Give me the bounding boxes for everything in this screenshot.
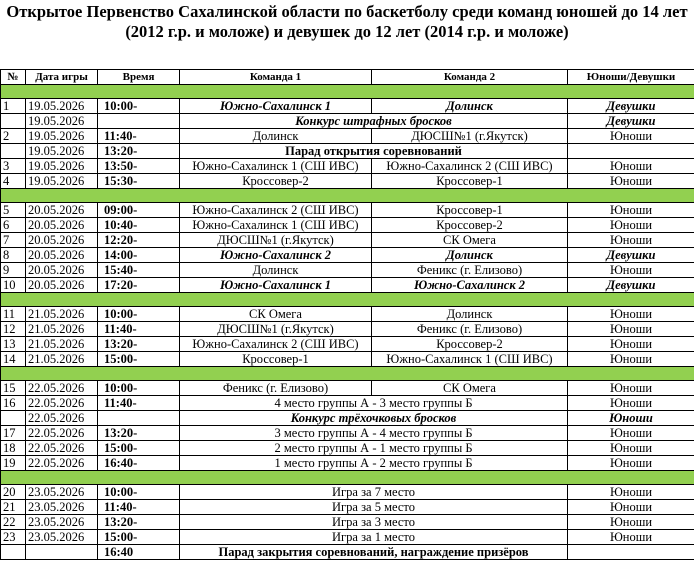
cell-group: Юноши xyxy=(568,337,694,352)
cell-date: 19.05.2026 xyxy=(26,159,98,174)
day-separator xyxy=(1,471,694,485)
cell-num: 9 xyxy=(1,263,26,278)
cell-group: Юноши xyxy=(568,441,694,456)
table-row xyxy=(1,441,694,456)
cell-num xyxy=(1,144,26,159)
cell-date: 20.05.2026 xyxy=(26,218,98,233)
cell-time: 10:40- xyxy=(98,218,180,233)
cell-time: 10:00- xyxy=(98,485,180,500)
cell-event: 1 место группы А - 2 место группы Б xyxy=(180,456,568,471)
cell-group: Девушки xyxy=(568,248,694,263)
cell-time xyxy=(98,114,180,129)
cell-num: 6 xyxy=(1,218,26,233)
cell-event: Парад открытия соревнований xyxy=(180,144,568,159)
table-row xyxy=(1,500,694,515)
cell-num: 14 xyxy=(1,352,26,367)
cell-time: 15:00- xyxy=(98,352,180,367)
cell-event: 4 место группы А - 3 место группы Б xyxy=(180,396,568,411)
cell-group: Юноши xyxy=(568,218,694,233)
separator-cell xyxy=(1,85,694,99)
cell-event: Игра за 7 место xyxy=(180,485,568,500)
table-row xyxy=(1,307,694,322)
cell-group: Юноши xyxy=(568,159,694,174)
cell-team1: Долинск xyxy=(180,129,372,144)
cell-time: 10:00- xyxy=(98,307,180,322)
schedule-body xyxy=(1,85,694,560)
cell-group: Юноши xyxy=(568,203,694,218)
cell-date: 19.05.2026 xyxy=(26,99,98,114)
cell-date: 21.05.2026 xyxy=(26,337,98,352)
cell-group: Юноши xyxy=(568,515,694,530)
table-row xyxy=(1,381,694,396)
cell-date: 20.05.2026 xyxy=(26,233,98,248)
schedule-table xyxy=(0,69,694,560)
cell-date: 19.05.2026 xyxy=(26,129,98,144)
cell-team2: Кроссовер-2 xyxy=(372,218,568,233)
cell-date: 19.05.2026 xyxy=(26,144,98,159)
cell-event: Игра за 3 место xyxy=(180,515,568,530)
table-row xyxy=(1,411,694,426)
cell-team2: Кроссовер-1 xyxy=(372,203,568,218)
cell-team1: Южно-Сахалинск 1 xyxy=(180,99,372,114)
cell-team1: Южно-Сахалинск 2 (СШ ИВС) xyxy=(180,203,372,218)
table-row xyxy=(1,322,694,337)
cell-time: 11:40- xyxy=(98,500,180,515)
cell-date: 22.05.2026 xyxy=(26,426,98,441)
cell-date: 23.05.2026 xyxy=(26,515,98,530)
cell-time: 11:40- xyxy=(98,396,180,411)
separator-cell xyxy=(1,293,694,307)
cell-group: Юноши xyxy=(568,381,694,396)
separator-cell xyxy=(1,367,694,381)
cell-time: 13:20- xyxy=(98,144,180,159)
table-row xyxy=(1,114,694,129)
cell-date: 22.05.2026 xyxy=(26,396,98,411)
cell-time: 16:40- xyxy=(98,456,180,471)
cell-team2: Кроссовер-1 xyxy=(372,174,568,189)
cell-team2: Южно-Сахалинск 2 xyxy=(372,278,568,293)
separator-cell xyxy=(1,471,694,485)
cell-group: Юноши xyxy=(568,396,694,411)
cell-time: 13:20- xyxy=(98,337,180,352)
cell-time: 12:20- xyxy=(98,233,180,248)
cell-team2: Долинск xyxy=(372,307,568,322)
cell-num: 1 xyxy=(1,99,26,114)
cell-team1: Южно-Сахалинск 1 xyxy=(180,278,372,293)
cell-team1: ДЮСШ№1 (г.Якутск) xyxy=(180,322,372,337)
cell-time: 16:40 xyxy=(98,545,180,560)
cell-team1: Южно-Сахалинск 1 (СШ ИВС) xyxy=(180,218,372,233)
cell-date: 22.05.2026 xyxy=(26,411,98,426)
cell-num xyxy=(1,411,26,426)
cell-group: Девушки xyxy=(568,278,694,293)
cell-time: 15:40- xyxy=(98,263,180,278)
cell-event: 2 место группы А - 1 место группы Б xyxy=(180,441,568,456)
cell-team1: Кроссовер-2 xyxy=(180,174,372,189)
cell-date: 20.05.2026 xyxy=(26,263,98,278)
table-row xyxy=(1,218,694,233)
table-row xyxy=(1,174,694,189)
cell-team1: Южно-Сахалинск 2 xyxy=(180,248,372,263)
cell-time: 09:00- xyxy=(98,203,180,218)
cell-group xyxy=(568,545,694,560)
cell-group: Юноши xyxy=(568,485,694,500)
cell-num: 15 xyxy=(1,381,26,396)
table-row xyxy=(1,530,694,545)
cell-num xyxy=(1,545,26,560)
cell-event: 3 место группы А - 4 место группы Б xyxy=(180,426,568,441)
cell-date: 20.05.2026 xyxy=(26,278,98,293)
cell-num: 20 xyxy=(1,485,26,500)
cell-num: 12 xyxy=(1,322,26,337)
table-row xyxy=(1,278,694,293)
cell-date xyxy=(26,545,98,560)
table-row xyxy=(1,337,694,352)
cell-date: 22.05.2026 xyxy=(26,381,98,396)
cell-team2: Феникс (г. Елизово) xyxy=(372,322,568,337)
table-row xyxy=(1,203,694,218)
cell-group: Юноши xyxy=(568,129,694,144)
cell-team2: Южно-Сахалинск 2 (СШ ИВС) xyxy=(372,159,568,174)
page-title: Открытое Первенство Сахалинской области по баскетболу среди команд юношей до 14 лет (2012 г.р. и моложе) и девушек до 12 лет (2014 г.р. и моложе) xyxy=(6,2,688,41)
table-row xyxy=(1,144,694,159)
cell-time: 15:00- xyxy=(98,530,180,545)
table-row xyxy=(1,248,694,263)
cell-date: 20.05.2026 xyxy=(26,248,98,263)
cell-time: 11:40- xyxy=(98,322,180,337)
cell-date: 22.05.2026 xyxy=(26,456,98,471)
cell-group: Юноши xyxy=(568,263,694,278)
table-row xyxy=(1,263,694,278)
cell-date: 20.05.2026 xyxy=(26,203,98,218)
cell-time: 10:00- xyxy=(98,99,180,114)
table-row xyxy=(1,515,694,530)
cell-group: Юноши xyxy=(568,352,694,367)
cell-event: Игра за 1 место xyxy=(180,530,568,545)
cell-num: 10 xyxy=(1,278,26,293)
cell-num: 13 xyxy=(1,337,26,352)
cell-time xyxy=(98,411,180,426)
cell-num: 18 xyxy=(1,441,26,456)
cell-num: 21 xyxy=(1,500,26,515)
cell-group: Юноши xyxy=(568,307,694,322)
header-date: Дата игры xyxy=(26,70,98,85)
cell-time: 11:40- xyxy=(98,129,180,144)
cell-num: 11 xyxy=(1,307,26,322)
cell-team2: Долинск xyxy=(372,248,568,263)
day-separator xyxy=(1,293,694,307)
cell-date: 19.05.2026 xyxy=(26,114,98,129)
table-row xyxy=(1,129,694,144)
table-row xyxy=(1,456,694,471)
day-separator xyxy=(1,189,694,203)
cell-event: Парад закрытия соревнований, награждение призёров xyxy=(180,545,568,560)
separator-cell xyxy=(1,189,694,203)
cell-num: 4 xyxy=(1,174,26,189)
cell-team2: Кроссовер-2 xyxy=(372,337,568,352)
cell-team1: СК Омега xyxy=(180,307,372,322)
cell-num: 2 xyxy=(1,129,26,144)
cell-group: Юноши xyxy=(568,233,694,248)
cell-team1: ДЮСШ№1 (г.Якутск) xyxy=(180,233,372,248)
table-row xyxy=(1,99,694,114)
cell-date: 19.05.2026 xyxy=(26,174,98,189)
cell-group: Юноши xyxy=(568,426,694,441)
cell-time: 15:00- xyxy=(98,441,180,456)
header-group: Юноши/Девушки xyxy=(568,70,694,85)
cell-num: 5 xyxy=(1,203,26,218)
cell-time: 17:20- xyxy=(98,278,180,293)
cell-team1: Южно-Сахалинск 1 (СШ ИВС) xyxy=(180,159,372,174)
cell-date: 23.05.2026 xyxy=(26,485,98,500)
day-separator xyxy=(1,85,694,99)
table-row xyxy=(1,396,694,411)
table-row xyxy=(1,485,694,500)
cell-time: 13:50- xyxy=(98,159,180,174)
cell-team2: Южно-Сахалинск 1 (СШ ИВС) xyxy=(372,352,568,367)
header-row xyxy=(1,70,694,85)
header-num: № xyxy=(1,70,26,85)
cell-num: 22 xyxy=(1,515,26,530)
cell-num: 17 xyxy=(1,426,26,441)
table-row xyxy=(1,545,694,560)
cell-team2: ДЮСШ№1 (г.Якутск) xyxy=(372,129,568,144)
day-separator xyxy=(1,367,694,381)
cell-group: Юноши xyxy=(568,500,694,515)
cell-group: Юноши xyxy=(568,322,694,337)
header-team2: Команда 2 xyxy=(372,70,568,85)
cell-date: 21.05.2026 xyxy=(26,322,98,337)
cell-team2: Феникс (г. Елизово) xyxy=(372,263,568,278)
header-time: Время xyxy=(98,70,180,85)
table-row xyxy=(1,233,694,248)
cell-group xyxy=(568,144,694,159)
cell-num: 19 xyxy=(1,456,26,471)
cell-date: 23.05.2026 xyxy=(26,530,98,545)
table-row xyxy=(1,426,694,441)
cell-group: Юноши xyxy=(568,411,694,426)
cell-team1: Кроссовер-1 xyxy=(180,352,372,367)
cell-num: 3 xyxy=(1,159,26,174)
cell-date: 21.05.2026 xyxy=(26,352,98,367)
cell-team2: СК Омега xyxy=(372,233,568,248)
cell-team2: Долинск xyxy=(372,99,568,114)
header-team1: Команда 1 xyxy=(180,70,372,85)
cell-num: 16 xyxy=(1,396,26,411)
cell-group: Юноши xyxy=(568,530,694,545)
cell-group: Девушки xyxy=(568,114,694,129)
cell-group: Юноши xyxy=(568,174,694,189)
cell-event: Конкурс трёхочковых бросков xyxy=(180,411,568,426)
table-row xyxy=(1,159,694,174)
cell-event: Конкурс штрафных бросков xyxy=(180,114,568,129)
cell-date: 23.05.2026 xyxy=(26,500,98,515)
table-row xyxy=(1,352,694,367)
cell-team1: Феникс (г. Елизово) xyxy=(180,381,372,396)
cell-time: 13:20- xyxy=(98,515,180,530)
cell-group: Девушки xyxy=(568,99,694,114)
cell-date: 22.05.2026 xyxy=(26,441,98,456)
cell-num: 7 xyxy=(1,233,26,248)
cell-event: Игра за 5 место xyxy=(180,500,568,515)
cell-team1: Долинск xyxy=(180,263,372,278)
cell-time: 10:00- xyxy=(98,381,180,396)
cell-num: 8 xyxy=(1,248,26,263)
cell-date: 21.05.2026 xyxy=(26,307,98,322)
cell-time: 14:00- xyxy=(98,248,180,263)
cell-time: 13:20- xyxy=(98,426,180,441)
cell-time: 15:30- xyxy=(98,174,180,189)
cell-team1: Южно-Сахалинск 2 (СШ ИВС) xyxy=(180,337,372,352)
cell-group: Юноши xyxy=(568,456,694,471)
cell-num: 23 xyxy=(1,530,26,545)
cell-num xyxy=(1,114,26,129)
cell-team2: СК Омега xyxy=(372,381,568,396)
